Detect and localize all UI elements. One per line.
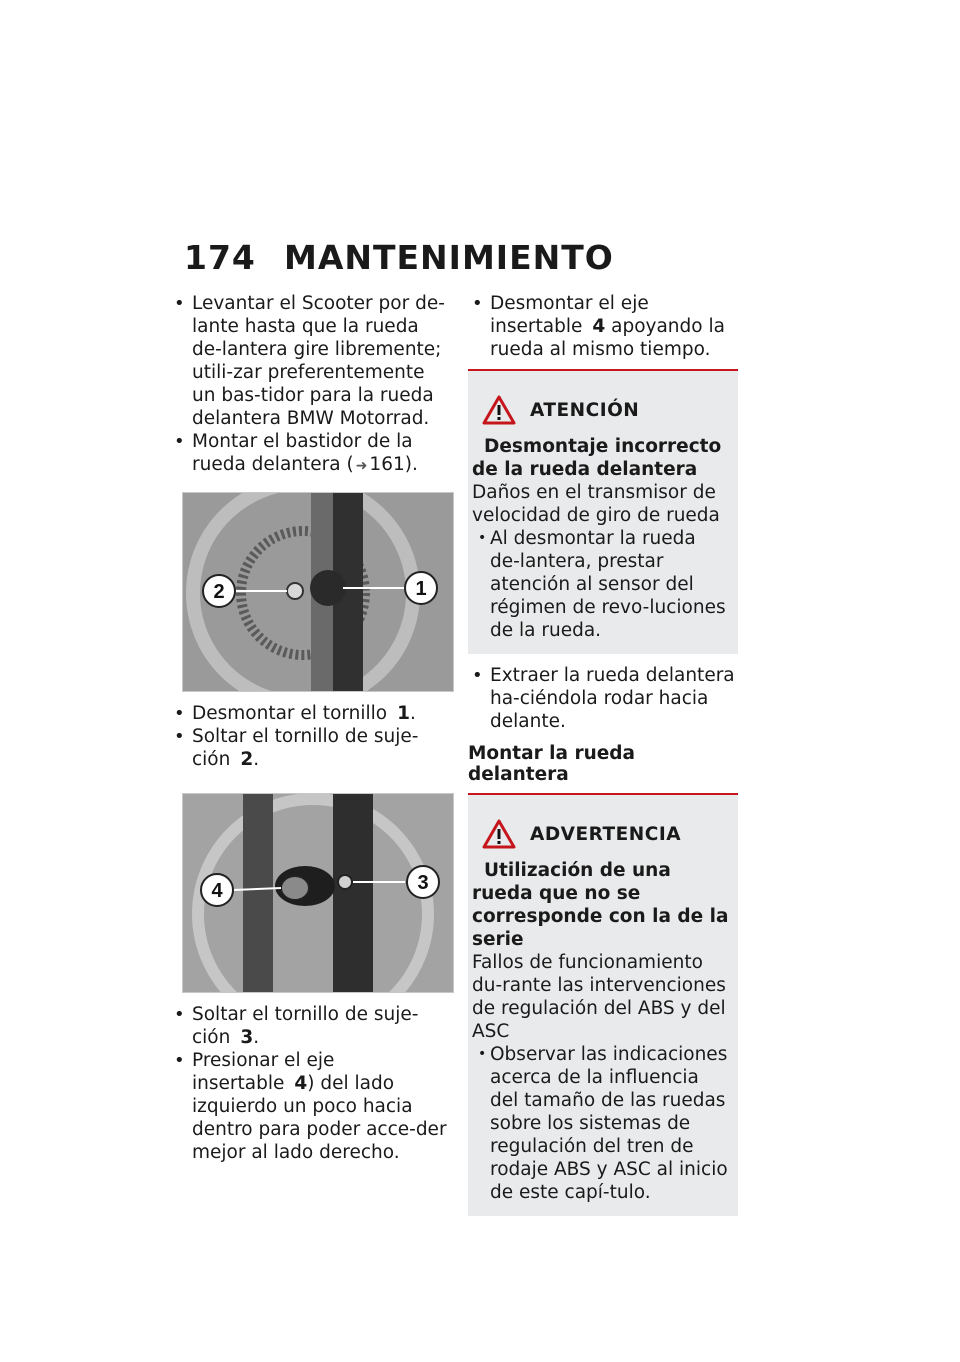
warning-triangle-icon bbox=[482, 819, 516, 849]
ref-number: 4 bbox=[294, 1073, 308, 1094]
figure-wheel-hub-1 bbox=[182, 492, 454, 692]
list-item: • Desmontar el eje insertable 4 apoyando la rueda al mismo tiempo. bbox=[468, 292, 738, 361]
list-item: • Extraer la rueda delantera ha-ciéndola rodar hacia delante. bbox=[468, 664, 738, 733]
section-title: MANTENIMIENTO bbox=[284, 238, 614, 277]
list-item: • Presionar el eje insertable 4) del lado izquierdo un poco hacia dentro para poder acce-der mejor al lado derecho. bbox=[170, 1049, 452, 1164]
warning-triangle-icon bbox=[482, 395, 516, 425]
notice-header bbox=[482, 395, 730, 425]
page-reference-link[interactable]: 161 bbox=[369, 454, 405, 475]
notice-header bbox=[482, 819, 730, 849]
list-item: • Soltar el tornillo de suje-ción 2. bbox=[170, 725, 452, 771]
warning-notice bbox=[468, 793, 738, 1216]
ref-number: 2 bbox=[240, 749, 254, 770]
notice-label: ATENCIÓN bbox=[530, 399, 640, 421]
callout-2: 2 bbox=[213, 581, 225, 603]
callout-3: 3 bbox=[417, 872, 429, 894]
ref-number: 3 bbox=[240, 1027, 254, 1048]
ref-number: 1 bbox=[397, 703, 411, 724]
page-number: 174 bbox=[184, 238, 256, 277]
subheading: Montar la rueda delantera bbox=[468, 743, 636, 785]
list-item: • Montar el bastidor de la rueda delantera ( ➜ 161). bbox=[170, 430, 452, 478]
notice-title: Utilización de una rueda que no se corresponde con la de la serie bbox=[472, 860, 729, 950]
list-item: • Soltar el tornillo de suje-ción 3. bbox=[170, 1003, 452, 1049]
notice-bullet: • Observar las indicaciones acerca de la influencia del tamaño de las ruedas sobre los sistemas de regulación del tren de rodaje ABS y ASC al inicio de este capí-tulo. bbox=[472, 1043, 730, 1204]
page-header bbox=[184, 238, 614, 277]
callout-4: 4 bbox=[211, 880, 223, 902]
notice-bullet: • Al desmontar la rueda de-lantera, prestar atención al sensor del régimen de revo-luciones de la rueda. bbox=[472, 527, 730, 642]
figure-wheel-hub-2 bbox=[182, 793, 454, 993]
right-column bbox=[468, 292, 738, 1226]
list-item: • Levantar el Scooter por de-lante hasta que la rueda de-lantera gire libremente; utili-zar preferentemente un bas-tidor para la rueda delantera BMW Motorrad. bbox=[170, 292, 452, 430]
left-column bbox=[170, 292, 452, 1164]
notice-title: Desmontaje incorrecto de la rueda delantera bbox=[472, 436, 722, 480]
arrow-right-icon: ➜ bbox=[355, 458, 368, 474]
ref-number: 4 bbox=[592, 316, 606, 337]
attention-notice bbox=[468, 369, 738, 654]
callout-1: 1 bbox=[415, 578, 427, 600]
notice-label: ADVERTENCIA bbox=[530, 823, 682, 845]
list-item: • Desmontar el tornillo 1. bbox=[170, 702, 452, 725]
notice-text: Fallos de funcionamiento du-rante las intervenciones de regulación del ABS y del ASC bbox=[472, 952, 726, 1042]
notice-text: Daños en el transmisor de velocidad de giro de rueda bbox=[472, 482, 720, 526]
